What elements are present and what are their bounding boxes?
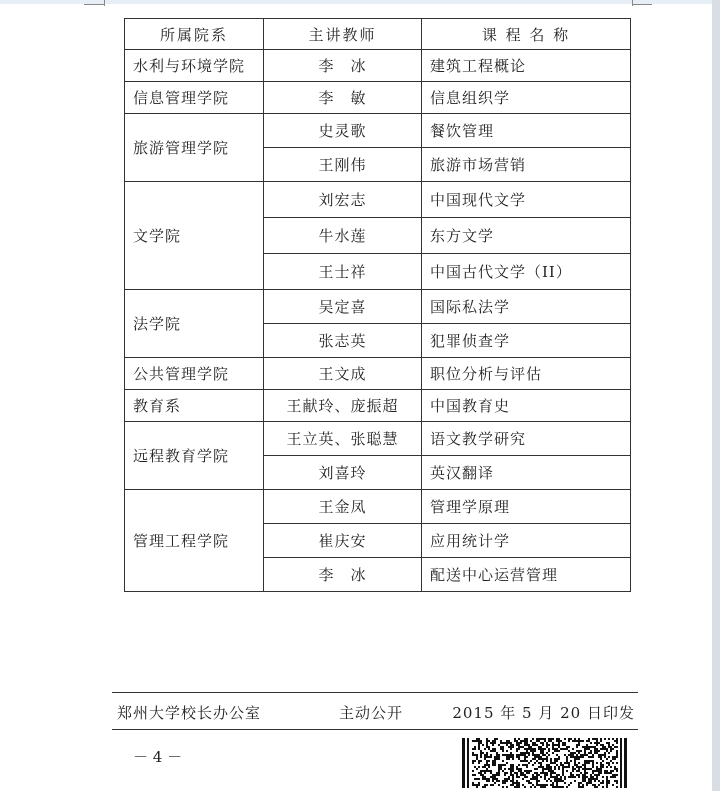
department-cell: 管理工程学院: [125, 490, 264, 592]
disclosure-status: 主动公开: [339, 704, 404, 722]
footer: [117, 700, 637, 724]
course-cell: 犯罪侦查学: [422, 324, 631, 358]
department-cell: 信息管理学院: [125, 82, 264, 114]
crop-mark: [632, 0, 633, 6]
teacher-cell: 张志英: [264, 324, 422, 358]
course-cell: 中国古代文学（II）: [422, 254, 631, 290]
table-row: [125, 490, 631, 524]
table-header-row: [125, 19, 631, 50]
header-teacher: 主讲教师: [264, 19, 422, 50]
teacher-cell: 王刚伟: [264, 148, 422, 182]
header-department: 所属院系: [125, 19, 264, 50]
course-cell: 配送中心运营管理: [422, 558, 631, 592]
table-row: [125, 390, 631, 422]
course-cell: 餐饮管理: [422, 114, 631, 148]
page-number: － 4 －: [133, 748, 183, 766]
teacher-cell: 王文成: [264, 358, 422, 390]
teacher-cell: 史灵歌: [264, 114, 422, 148]
course-cell: 旅游市场营销: [422, 148, 631, 182]
teacher-cell: 崔庆安: [264, 524, 422, 558]
department-cell: 文学院: [125, 182, 264, 290]
issue-date: 2015 年 5 月 20 日印发: [452, 704, 635, 722]
teacher-cell: 王金凤: [264, 490, 422, 524]
department-cell: 远程教育学院: [125, 422, 264, 490]
department-cell: 旅游管理学院: [125, 114, 264, 182]
course-table-body: [125, 50, 631, 592]
crop-mark: [632, 4, 652, 5]
course-cell: 中国现代文学: [422, 182, 631, 218]
teacher-cell: 王献玲、庞振超: [264, 390, 422, 422]
table-row: [125, 358, 631, 390]
barcode-image: [462, 738, 630, 788]
table-row: [125, 50, 631, 82]
crop-mark: [84, 4, 104, 5]
table-row: [125, 82, 631, 114]
course-cell: 应用统计学: [422, 524, 631, 558]
teacher-cell: 刘宏志: [264, 182, 422, 218]
table-row: [125, 114, 631, 148]
course-cell: 信息组织学: [422, 82, 631, 114]
teacher-cell: 刘喜玲: [264, 456, 422, 490]
crop-mark: [104, 0, 105, 6]
course-cell: 国际私法学: [422, 290, 631, 324]
department-cell: 教育系: [125, 390, 264, 422]
viewer-scroll-edge[interactable]: [712, 0, 720, 791]
teacher-cell: 吴定喜: [264, 290, 422, 324]
course-table: [124, 18, 631, 592]
course-cell: 管理学原理: [422, 490, 631, 524]
course-cell: 语文教学研究: [422, 422, 631, 456]
course-cell: 职位分析与评估: [422, 358, 631, 390]
table-row: [125, 422, 631, 456]
course-cell: 中国教育史: [422, 390, 631, 422]
course-cell: 建筑工程概论: [422, 50, 631, 82]
table-row: [125, 182, 631, 218]
header-course: 课 程 名 称: [422, 19, 631, 50]
viewer-top-strip: [0, 0, 720, 4]
table-row: [125, 290, 631, 324]
footer-rule: [112, 729, 638, 730]
teacher-cell: 李 敏: [264, 82, 422, 114]
footer-rule: [112, 692, 638, 693]
course-cell: 英汉翻译: [422, 456, 631, 490]
teacher-cell: 王士祥: [264, 254, 422, 290]
teacher-cell: 牛水莲: [264, 218, 422, 254]
department-cell: 法学院: [125, 290, 264, 358]
issuing-office: 郑州大学校长办公室: [117, 704, 262, 722]
course-cell: 东方文学: [422, 218, 631, 254]
department-cell: 公共管理学院: [125, 358, 264, 390]
teacher-cell: 李 冰: [264, 558, 422, 592]
teacher-cell: 李 冰: [264, 50, 422, 82]
department-cell: 水利与环境学院: [125, 50, 264, 82]
teacher-cell: 王立英、张聪慧: [264, 422, 422, 456]
